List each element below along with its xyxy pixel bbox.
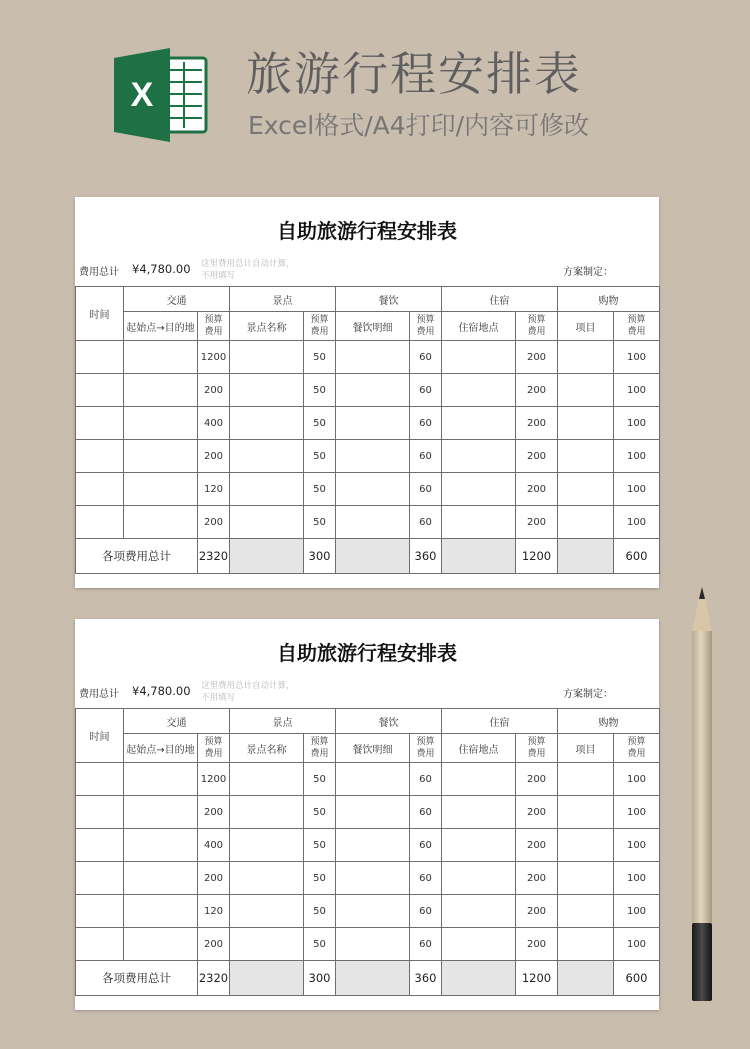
total-label: 各项费用总计 (76, 539, 198, 574)
transport-cost-cell[interactable]: 120 (198, 473, 230, 506)
cost-sublabel: 费用 (310, 749, 329, 759)
route-cell[interactable] (124, 506, 198, 539)
shaded-cell (442, 539, 516, 574)
sight-cost-cell[interactable]: 50 (304, 895, 336, 928)
dining-cost-cell[interactable]: 60 (410, 506, 442, 539)
table-row (76, 440, 660, 473)
auto-calc-note-line: 这里费用总计自动计算， (201, 259, 295, 269)
budget-header (516, 312, 558, 341)
shopping-item-cell[interactable] (558, 895, 614, 928)
shopping-item-cell[interactable] (558, 407, 614, 440)
time-cell[interactable] (76, 895, 124, 928)
cost-sublabel: 费用 (310, 327, 329, 337)
dining-detail-cell[interactable] (336, 473, 410, 506)
lodging-cost-cell[interactable]: 200 (516, 928, 558, 961)
transport-cost-cell[interactable]: 1200 (198, 763, 230, 796)
cost-sublabel: 费用 (527, 749, 546, 759)
group-header-shopping: 购物 (558, 287, 660, 312)
shopping-cost-cell[interactable]: 100 (614, 862, 660, 895)
budget-header (614, 312, 660, 341)
lodging-cost-cell[interactable]: 200 (516, 473, 558, 506)
lodging-cost-cell[interactable]: 200 (516, 829, 558, 862)
sight-name-cell[interactable] (230, 473, 304, 506)
shopping-item-cell[interactable] (558, 341, 614, 374)
transport-cost-cell[interactable]: 200 (198, 862, 230, 895)
table-row (76, 829, 660, 862)
itinerary-sheet (75, 197, 659, 588)
sight-name-cell[interactable] (230, 895, 304, 928)
sight-name-cell[interactable] (230, 407, 304, 440)
transport-cost-cell[interactable]: 200 (198, 440, 230, 473)
budget-header (198, 312, 230, 341)
table-row (76, 341, 660, 374)
dining-cost-cell[interactable]: 60 (410, 928, 442, 961)
lodging-location-cell[interactable] (442, 829, 516, 862)
shopping-cost-cell[interactable]: 100 (614, 829, 660, 862)
shaded-cell (558, 961, 614, 996)
table-row (76, 763, 660, 796)
group-header-transport: 交通 (124, 287, 230, 312)
budget-header (304, 312, 336, 341)
route-cell[interactable] (124, 440, 198, 473)
lodging-location-cell[interactable] (442, 928, 516, 961)
table-row (76, 862, 660, 895)
dining-detail-cell[interactable] (336, 374, 410, 407)
table-row (76, 473, 660, 506)
group-header-lodging: 住宿 (442, 709, 558, 734)
dining-detail-cell[interactable] (336, 341, 410, 374)
dining-total: 360 (410, 961, 442, 996)
sights-total: 300 (304, 539, 336, 574)
dining-detail-cell[interactable] (336, 796, 410, 829)
auto-calc-note (201, 258, 331, 282)
dining-detail-cell[interactable] (336, 895, 410, 928)
route-header: 起始点→目的地 (124, 312, 198, 341)
sight-cost-cell[interactable]: 50 (304, 374, 336, 407)
cost-sublabel: 费用 (627, 749, 646, 759)
shaded-cell (336, 539, 410, 574)
route-header: 起始点→目的地 (124, 734, 198, 763)
dining-cost-cell[interactable]: 60 (410, 473, 442, 506)
lodging-location-cell[interactable] (442, 473, 516, 506)
lodging-total: 1200 (516, 961, 558, 996)
table-row (76, 928, 660, 961)
lodging-total: 1200 (516, 539, 558, 574)
sights-total: 300 (304, 961, 336, 996)
shopping-cost-cell[interactable]: 100 (614, 506, 660, 539)
transport-cost-cell[interactable]: 200 (198, 796, 230, 829)
dining-cost-cell[interactable]: 60 (410, 407, 442, 440)
transport-cost-cell[interactable]: 1200 (198, 341, 230, 374)
table-row (76, 796, 660, 829)
cost-sublabel: 费用 (416, 327, 435, 337)
transport-total: 2320 (198, 961, 230, 996)
total-row (76, 961, 660, 996)
table-row (76, 506, 660, 539)
total-cost-value[interactable]: ¥4,780.00 (132, 684, 191, 698)
route-cell[interactable] (124, 796, 198, 829)
itinerary-table (75, 708, 660, 996)
total-cost-label: 费用总计 (79, 267, 119, 278)
shopping-cost-cell[interactable]: 100 (614, 440, 660, 473)
budget-label: 预算 (527, 315, 546, 325)
dining-cost-cell[interactable]: 60 (410, 895, 442, 928)
route-cell[interactable] (124, 341, 198, 374)
shopping-total: 600 (614, 539, 660, 574)
lodging-location-cell[interactable] (442, 796, 516, 829)
itinerary-sheet (75, 619, 659, 1010)
sight-cost-cell[interactable]: 50 (304, 928, 336, 961)
route-cell[interactable] (124, 407, 198, 440)
dining-detail-header: 餐饮明细 (336, 734, 410, 763)
lodging-location-cell[interactable] (442, 895, 516, 928)
dining-detail-cell[interactable] (336, 440, 410, 473)
lodging-cost-cell[interactable]: 200 (516, 407, 558, 440)
planner-label: 方案制定： (563, 689, 613, 700)
auto-calc-note-line: 不用填写 (201, 271, 236, 281)
table-row (76, 374, 660, 407)
time-cell[interactable] (76, 440, 124, 473)
excel-logo-icon (114, 48, 212, 142)
lodging-cost-cell[interactable]: 200 (516, 895, 558, 928)
time-header: 时间 (76, 287, 124, 341)
budget-header (198, 734, 230, 763)
route-cell[interactable] (124, 473, 198, 506)
time-cell[interactable] (76, 473, 124, 506)
shaded-cell (336, 961, 410, 996)
shopping-total: 600 (614, 961, 660, 996)
table-row (76, 895, 660, 928)
dining-cost-cell[interactable]: 60 (410, 440, 442, 473)
shopping-cost-cell[interactable]: 100 (614, 407, 660, 440)
sight-name-header: 景点名称 (230, 312, 304, 341)
shopping-cost-cell[interactable]: 100 (614, 341, 660, 374)
sight-name-cell[interactable] (230, 341, 304, 374)
time-cell[interactable] (76, 829, 124, 862)
shopping-item-cell[interactable] (558, 862, 614, 895)
route-cell[interactable] (124, 763, 198, 796)
dining-detail-cell[interactable] (336, 407, 410, 440)
lodging-location-header: 住宿地点 (442, 734, 516, 763)
shopping-item-cell[interactable] (558, 473, 614, 506)
sight-cost-cell[interactable]: 50 (304, 829, 336, 862)
page-header (0, 0, 750, 160)
sheet-title: 自助旅游行程安排表 (277, 641, 457, 665)
budget-label: 预算 (310, 737, 329, 747)
auto-calc-note (201, 680, 331, 704)
lodging-cost-cell[interactable]: 200 (516, 374, 558, 407)
transport-cost-cell[interactable]: 200 (198, 928, 230, 961)
sight-name-cell[interactable] (230, 862, 304, 895)
sight-name-cell[interactable] (230, 829, 304, 862)
item-header: 项目 (558, 312, 614, 341)
sight-name-cell[interactable] (230, 506, 304, 539)
itinerary-table (75, 286, 660, 574)
time-cell[interactable] (76, 862, 124, 895)
sight-cost-cell[interactable]: 50 (304, 440, 336, 473)
sight-cost-cell[interactable]: 50 (304, 796, 336, 829)
shopping-item-cell[interactable] (558, 374, 614, 407)
transport-cost-cell[interactable]: 400 (198, 829, 230, 862)
dining-detail-cell[interactable] (336, 862, 410, 895)
cost-sublabel: 费用 (204, 327, 223, 337)
lodging-location-cell[interactable] (442, 440, 516, 473)
total-cost-label: 费用总计 (79, 689, 119, 700)
sight-name-header: 景点名称 (230, 734, 304, 763)
time-cell[interactable] (76, 407, 124, 440)
cost-sublabel: 费用 (204, 749, 223, 759)
transport-cost-cell[interactable]: 120 (198, 895, 230, 928)
time-cell[interactable] (76, 506, 124, 539)
budget-label: 预算 (527, 737, 546, 747)
dining-cost-cell[interactable]: 60 (410, 341, 442, 374)
transport-cost-cell[interactable]: 200 (198, 506, 230, 539)
lodging-location-header: 住宿地点 (442, 312, 516, 341)
dining-cost-cell[interactable]: 60 (410, 829, 442, 862)
route-cell[interactable] (124, 374, 198, 407)
transport-cost-cell[interactable]: 400 (198, 407, 230, 440)
budget-header (304, 734, 336, 763)
shopping-item-cell[interactable] (558, 796, 614, 829)
sheet-title: 自助旅游行程安排表 (277, 219, 457, 243)
time-cell[interactable] (76, 928, 124, 961)
dining-cost-cell[interactable]: 60 (410, 796, 442, 829)
shopping-cost-cell[interactable]: 100 (614, 796, 660, 829)
sight-name-cell[interactable] (230, 763, 304, 796)
budget-label: 预算 (627, 315, 646, 325)
shopping-cost-cell[interactable]: 100 (614, 928, 660, 961)
group-header-dining: 餐饮 (336, 287, 442, 312)
budget-label: 预算 (416, 315, 435, 325)
route-cell[interactable] (124, 829, 198, 862)
shopping-item-cell[interactable] (558, 829, 614, 862)
lodging-cost-cell[interactable]: 200 (516, 440, 558, 473)
sight-name-cell[interactable] (230, 440, 304, 473)
lodging-cost-cell[interactable]: 200 (516, 796, 558, 829)
group-header-sights: 景点 (230, 709, 336, 734)
dining-cost-cell[interactable]: 60 (410, 763, 442, 796)
lodging-cost-cell[interactable]: 200 (516, 763, 558, 796)
budget-label: 预算 (627, 737, 646, 747)
time-cell[interactable] (76, 763, 124, 796)
svg-text:X: X (130, 76, 154, 114)
planner-label: 方案制定： (563, 267, 613, 278)
group-header-shopping: 购物 (558, 709, 660, 734)
group-header-lodging: 住宿 (442, 287, 558, 312)
group-header-sights: 景点 (230, 287, 336, 312)
time-header: 时间 (76, 709, 124, 763)
dining-detail-cell[interactable] (336, 829, 410, 862)
shopping-item-cell[interactable] (558, 506, 614, 539)
shaded-cell (442, 961, 516, 996)
sight-cost-cell[interactable]: 50 (304, 763, 336, 796)
budget-header (410, 734, 442, 763)
budget-label: 预算 (204, 737, 223, 747)
shopping-cost-cell[interactable]: 100 (614, 763, 660, 796)
sight-cost-cell[interactable]: 50 (304, 341, 336, 374)
shopping-item-cell[interactable] (558, 928, 614, 961)
auto-calc-note-line: 这里费用总计自动计算， (201, 681, 295, 691)
transport-cost-cell[interactable]: 200 (198, 374, 230, 407)
lodging-location-cell[interactable] (442, 407, 516, 440)
shopping-cost-cell[interactable]: 100 (614, 374, 660, 407)
time-cell[interactable] (76, 341, 124, 374)
shopping-cost-cell[interactable]: 100 (614, 473, 660, 506)
group-header-transport: 交通 (124, 709, 230, 734)
shopping-item-cell[interactable] (558, 763, 614, 796)
dining-detail-cell[interactable] (336, 763, 410, 796)
total-row (76, 539, 660, 574)
sight-name-cell[interactable] (230, 374, 304, 407)
budget-label: 预算 (204, 315, 223, 325)
sight-cost-cell[interactable]: 50 (304, 862, 336, 895)
time-cell[interactable] (76, 796, 124, 829)
lodging-cost-cell[interactable]: 200 (516, 506, 558, 539)
dining-total: 360 (410, 539, 442, 574)
time-cell[interactable] (76, 374, 124, 407)
shaded-cell (558, 539, 614, 574)
sight-cost-cell[interactable]: 50 (304, 407, 336, 440)
total-label: 各项费用总计 (76, 961, 198, 996)
dining-cost-cell[interactable]: 60 (410, 862, 442, 895)
lodging-location-cell[interactable] (442, 862, 516, 895)
dining-detail-header: 餐饮明细 (336, 312, 410, 341)
page-title: 旅游行程安排表 (246, 47, 582, 101)
budget-label: 预算 (310, 315, 329, 325)
sight-name-cell[interactable] (230, 928, 304, 961)
transport-total: 2320 (198, 539, 230, 574)
dining-cost-cell[interactable]: 60 (410, 374, 442, 407)
item-header: 项目 (558, 734, 614, 763)
shaded-cell (230, 961, 304, 996)
cost-sublabel: 费用 (527, 327, 546, 337)
sight-cost-cell[interactable]: 50 (304, 473, 336, 506)
shopping-cost-cell[interactable]: 100 (614, 895, 660, 928)
auto-calc-note-line: 不用填写 (201, 693, 236, 703)
table-row (76, 407, 660, 440)
lodging-location-cell[interactable] (442, 763, 516, 796)
group-header-dining: 餐饮 (336, 709, 442, 734)
route-cell[interactable] (124, 928, 198, 961)
lodging-location-cell[interactable] (442, 506, 516, 539)
lodging-cost-cell[interactable]: 200 (516, 862, 558, 895)
dining-detail-cell[interactable] (336, 506, 410, 539)
budget-header (614, 734, 660, 763)
sight-cost-cell[interactable]: 50 (304, 506, 336, 539)
pencil-icon (691, 587, 713, 1007)
lodging-location-cell[interactable] (442, 341, 516, 374)
sight-name-cell[interactable] (230, 796, 304, 829)
lodging-cost-cell[interactable]: 200 (516, 341, 558, 374)
lodging-location-cell[interactable] (442, 374, 516, 407)
cost-sublabel: 费用 (627, 327, 646, 337)
page-subtitle: Excel格式/A4打印/内容可修改 (248, 111, 590, 140)
shaded-cell (230, 539, 304, 574)
total-cost-value[interactable]: ¥4,780.00 (132, 262, 191, 276)
route-cell[interactable] (124, 862, 198, 895)
budget-label: 预算 (416, 737, 435, 747)
cost-sublabel: 费用 (416, 749, 435, 759)
route-cell[interactable] (124, 895, 198, 928)
budget-header (410, 312, 442, 341)
dining-detail-cell[interactable] (336, 928, 410, 961)
shopping-item-cell[interactable] (558, 440, 614, 473)
budget-header (516, 734, 558, 763)
